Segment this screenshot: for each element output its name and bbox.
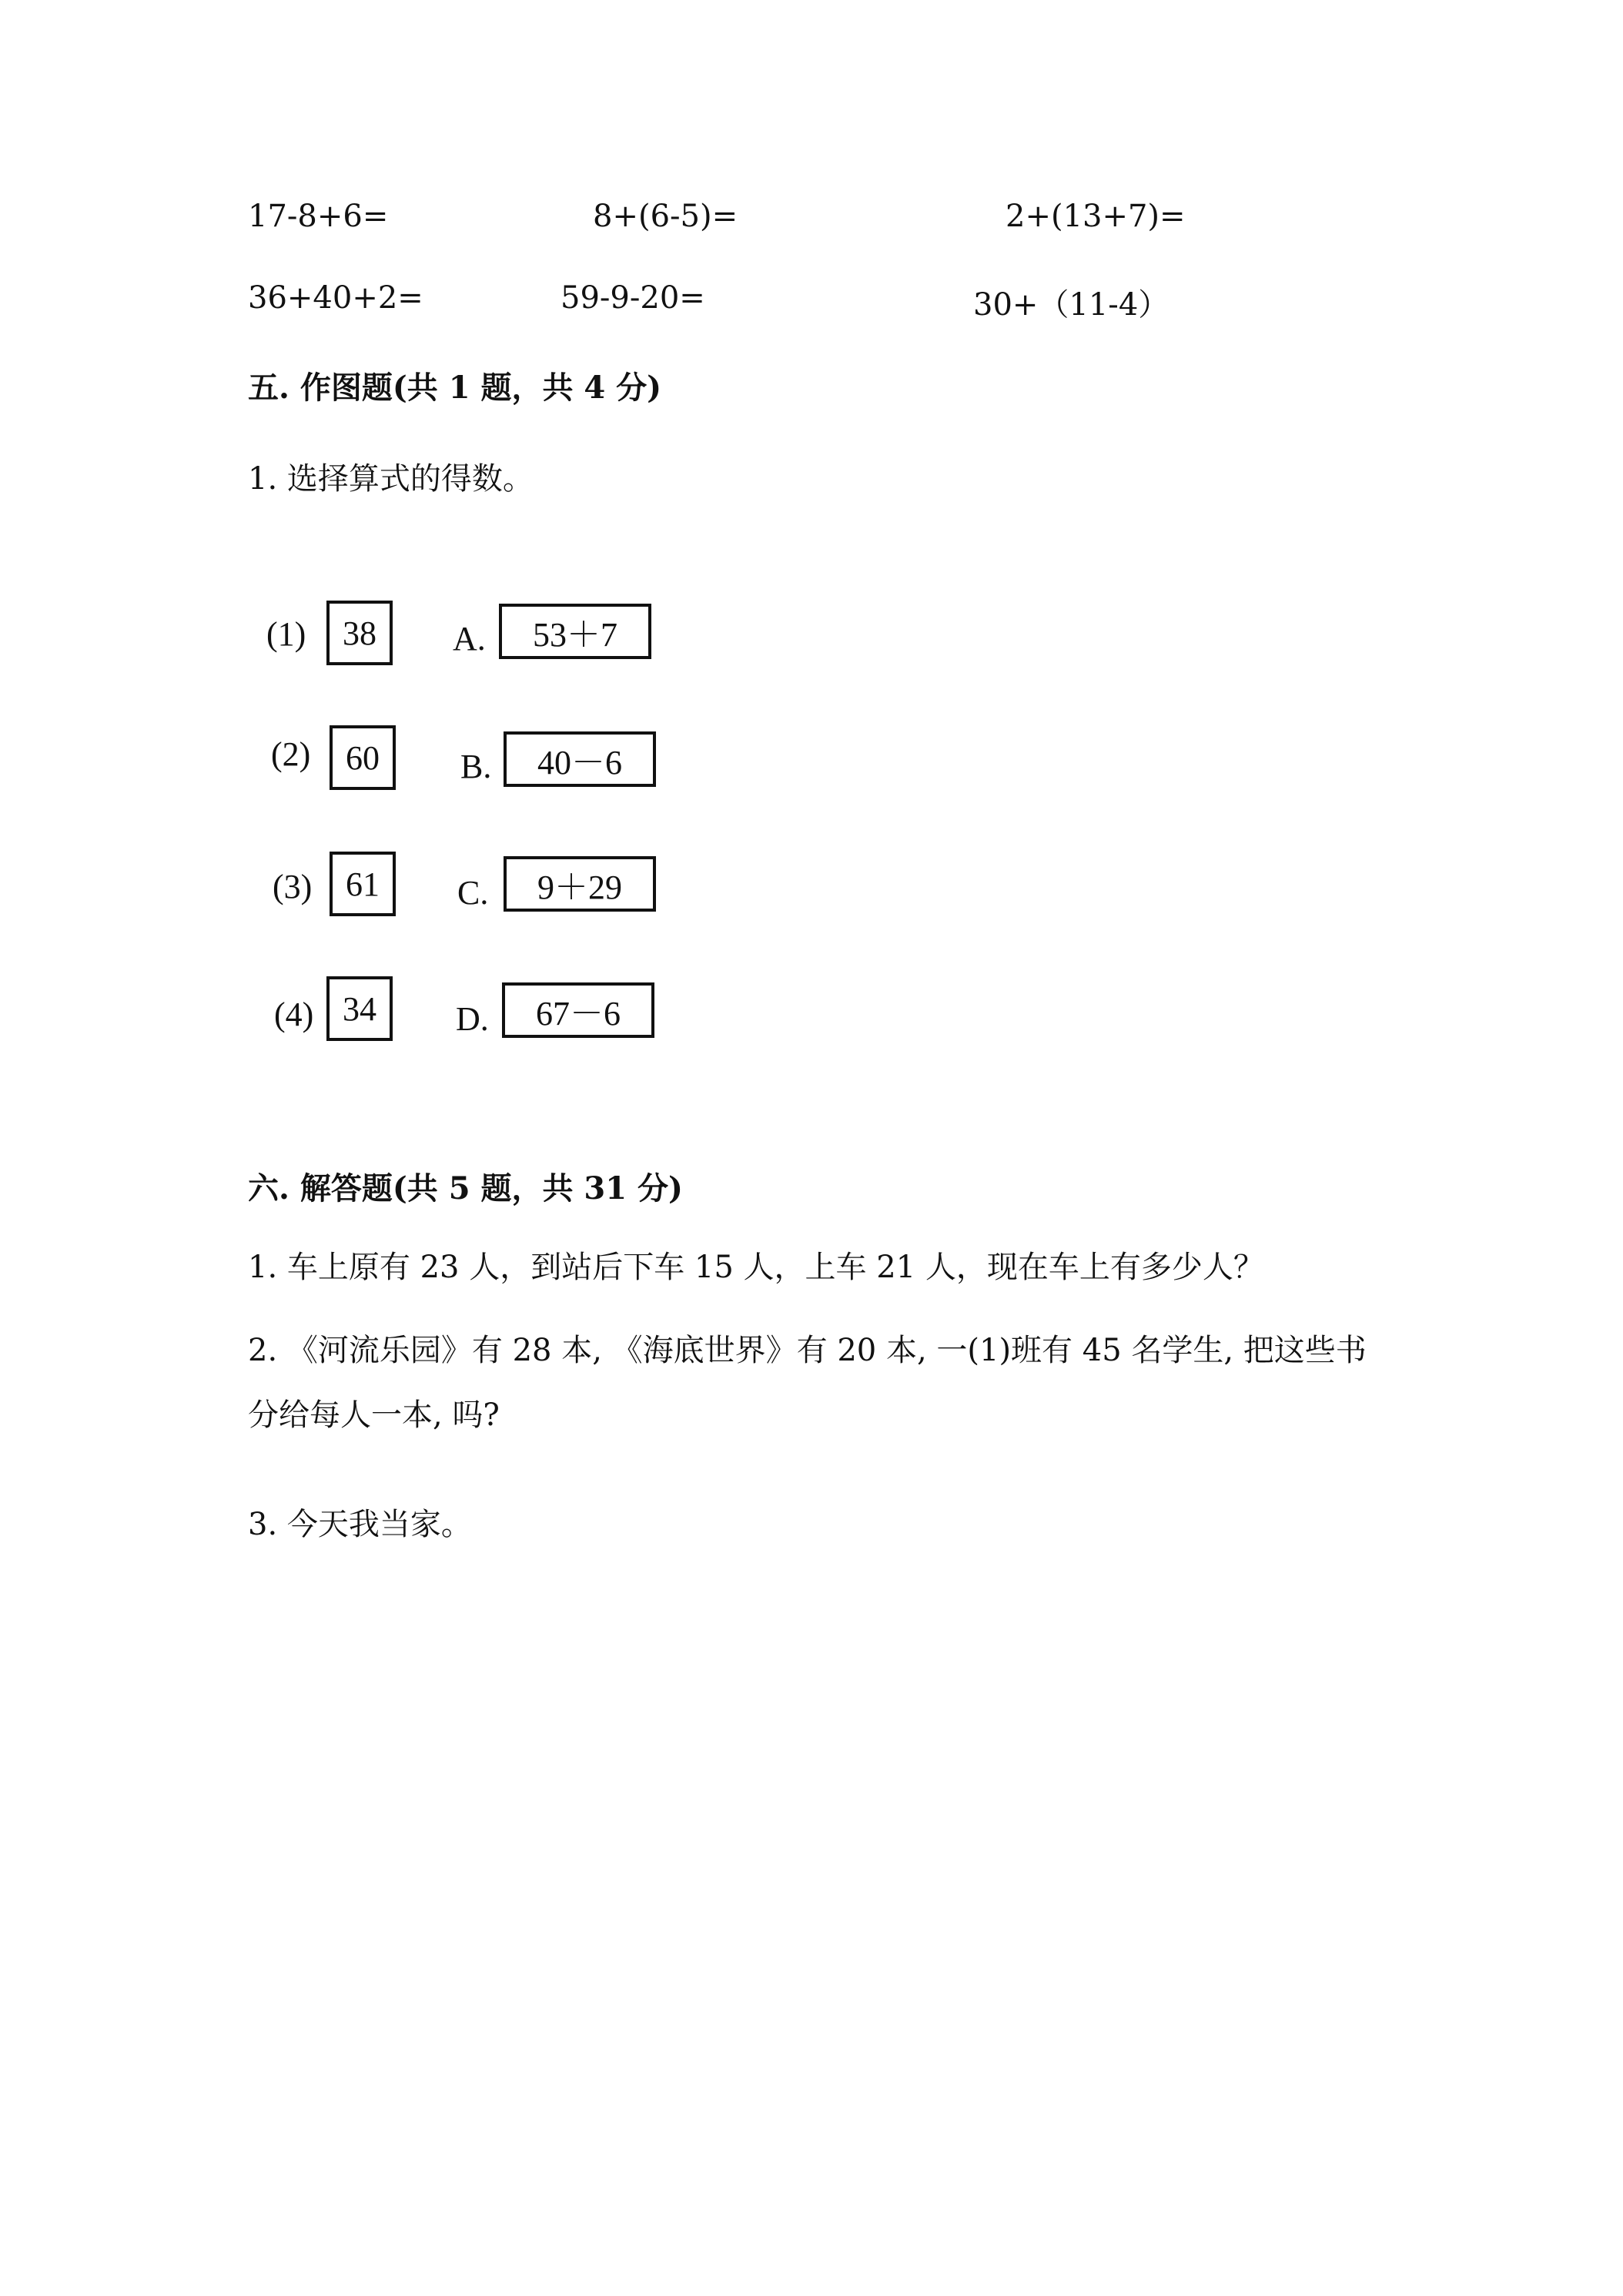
option-label: C. xyxy=(457,874,489,912)
number-label: (2) xyxy=(271,735,311,773)
option-box: 67－6 xyxy=(502,982,654,1038)
expression: 8+(6-5)= xyxy=(593,199,738,234)
section-heading: 六. 解答题(共 5 题，共 31 分) xyxy=(248,1170,683,1207)
question-text: 1. 选择算式的得数。 xyxy=(248,461,534,497)
option-box: 9＋29 xyxy=(504,856,656,912)
number-box: 60 xyxy=(330,725,396,790)
number-box: 34 xyxy=(326,976,393,1041)
question-text: 3. 今天我当家。 xyxy=(248,1507,472,1542)
number-label: (3) xyxy=(273,868,313,905)
number-box: 61 xyxy=(330,852,396,916)
option-label: B. xyxy=(460,748,492,785)
expression: 17-8+6= xyxy=(248,199,389,234)
expression: 2+(13+7)= xyxy=(1006,199,1186,234)
section-heading: 五. 作图题(共 1 题，共 4 分) xyxy=(248,370,662,406)
expression: 30+（11-4） xyxy=(973,287,1170,323)
expression: 36+40+2= xyxy=(248,280,423,316)
option-label: D. xyxy=(456,1000,489,1038)
expression: 59-9-20= xyxy=(561,280,705,316)
option-box: 40－6 xyxy=(504,731,656,787)
number-label: (4) xyxy=(274,996,314,1033)
option-box: 53＋7 xyxy=(499,604,651,659)
question-text: 分给每人一本, 吗? xyxy=(248,1397,500,1433)
option-label: A. xyxy=(453,620,486,658)
question-text: 1. 车上原有 23 人，到站后下车 15 人，上车 21 人，现在车上有多少人？ xyxy=(248,1250,1264,1285)
number-box: 38 xyxy=(326,601,393,665)
number-label: (1) xyxy=(266,615,306,653)
question-text: 2. 《河流乐园》有 28 本, 《海底世界》有 20 本, 一(1)班有 45 名学生, 把这些书 xyxy=(248,1333,1367,1368)
